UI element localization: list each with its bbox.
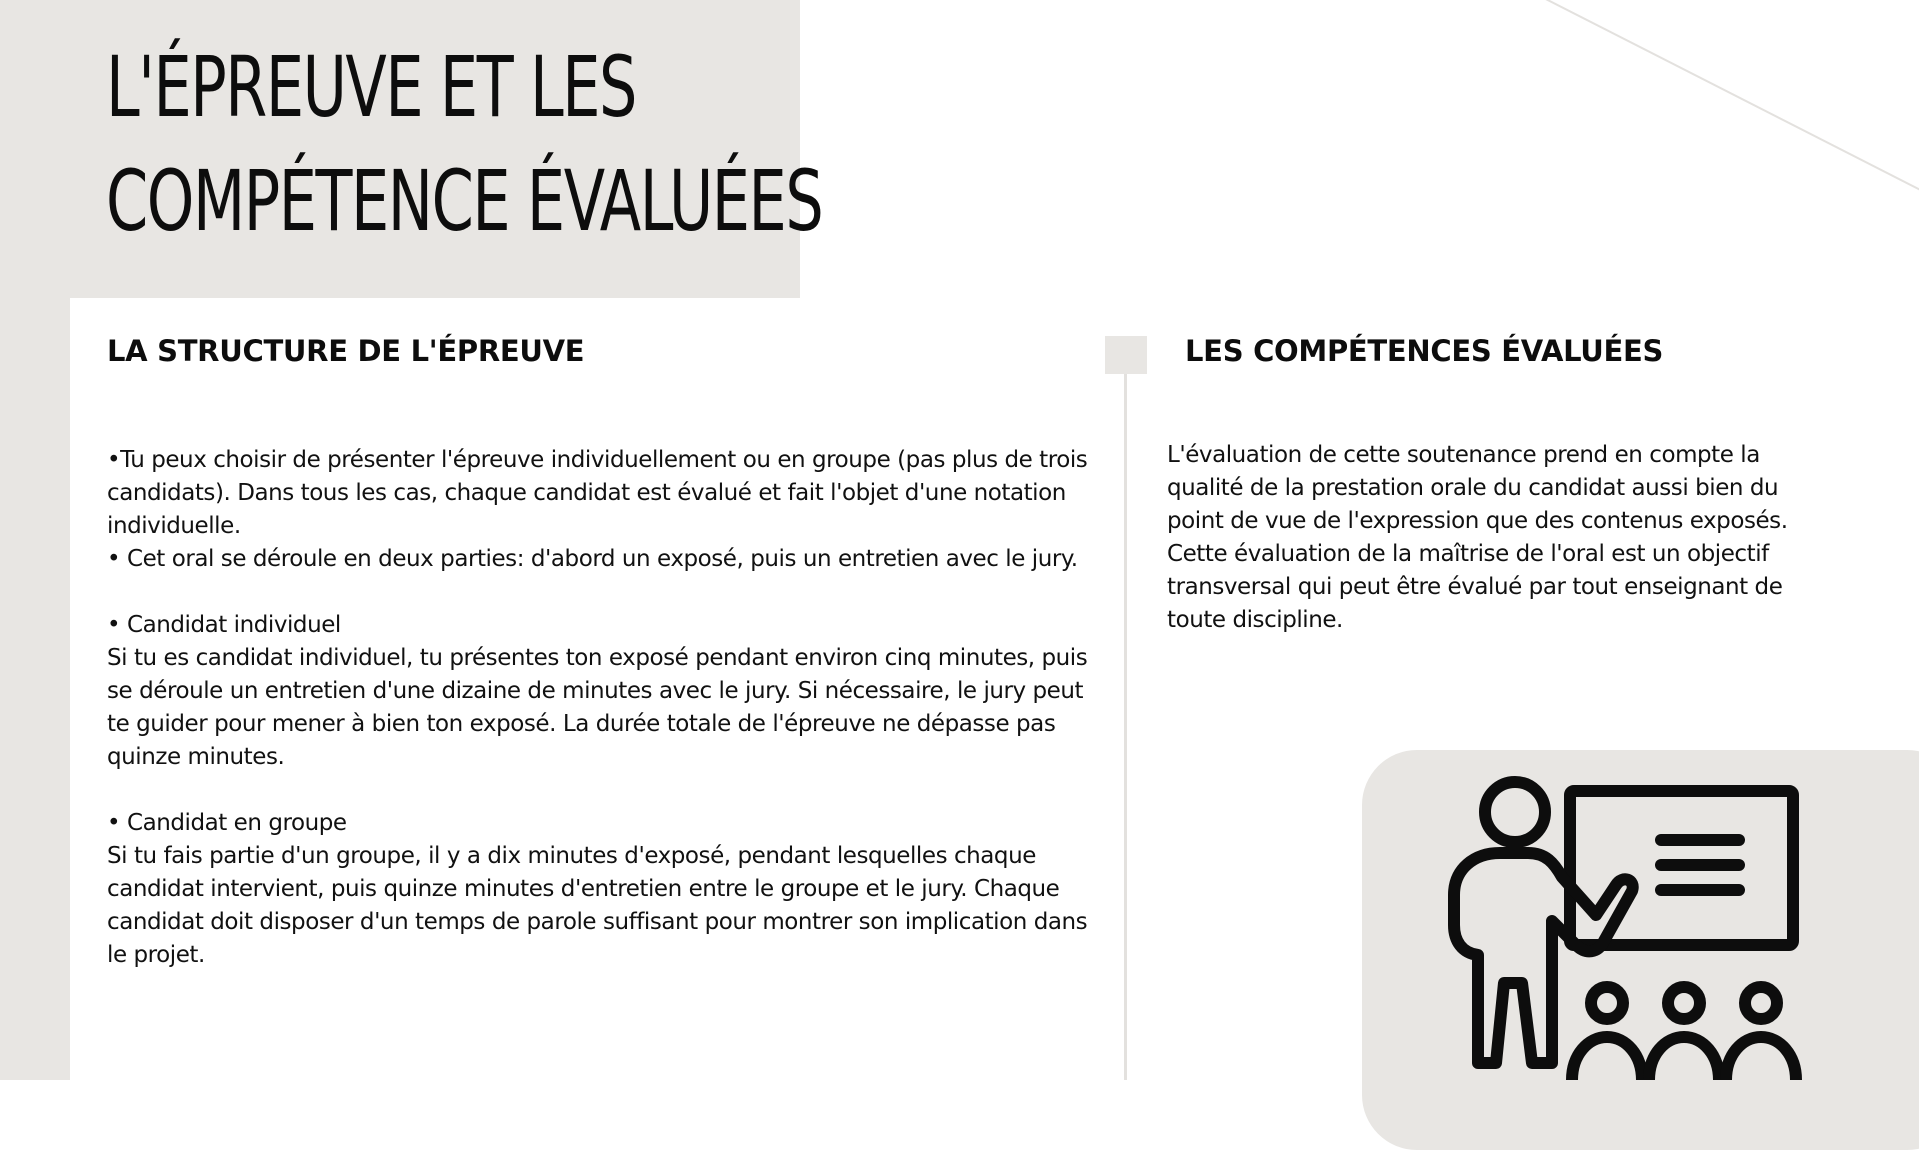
decorative-diagonal-line: [1530, 0, 1919, 210]
group-title: • Candidat en groupe: [107, 810, 347, 836]
audience-body-2: [1649, 1037, 1719, 1080]
divider-marker: [1105, 336, 1147, 374]
competences-text: L'évaluation de cette soutenance prend en compte la qualité de la prestation orale du candidat aussi bien du point de vue de l'expression que des contenus exposés. Cette évaluation de la maîtrise de l'oral est un objectif transversal qui peut être évalué par tout enseignant de toute discipline.: [1167, 442, 1788, 633]
teacher-presentation-icon: [1420, 765, 1820, 1080]
paragraph-gap: [107, 576, 1097, 609]
structure-text: [107, 444, 1097, 972]
audience-body-1: [1572, 1037, 1642, 1080]
competences-text-block: [1167, 439, 1827, 637]
audience-head-1: [1591, 987, 1623, 1019]
structure-intro-1: •Tu peux choisir de présenter l'épreuve individuellement ou en groupe (pas plus de trois candidats). Dans tous les cas, chaque candidat est évalué et fait l'objet d'une notation individuelle.: [107, 447, 1088, 539]
structure-heading: LA STRUCTURE DE L'ÉPREUVE: [107, 334, 585, 368]
group-text: Si tu fais partie d'un groupe, il y a dix minutes d'exposé, pendant lesquelles chaque candidat intervient, puis quinze minutes d'entretien entre le groupe et le jury. Chaque candidat doit disposer d'un temps de parole suffisant pour montrer son implication dans le projet.: [107, 843, 1088, 968]
page-title-line-1: L'ÉPREUVE ET LES: [106, 38, 636, 136]
structure-intro-2: • Cet oral se déroule en deux parties: d'abord un exposé, puis un entretien avec le jury.: [107, 546, 1078, 572]
audience-body-3: [1726, 1037, 1796, 1080]
vertical-divider: [1124, 374, 1127, 1080]
page-title: [106, 30, 822, 258]
page-title-line-2: COMPÉTENCE ÉVALUÉES: [106, 152, 823, 250]
competences-heading: LES COMPÉTENCES ÉVALUÉES: [1185, 334, 1664, 368]
audience-head-2: [1668, 987, 1700, 1019]
individual-text: Si tu es candidat individuel, tu présentes ton exposé pendant environ cinq minutes, puis se déroule un entretien d'une dizaine de minutes avec le jury. Si nécessaire, le jury peut te guider pour mener à bien ton exposé. La durée totale de l'épreuve ne dépasse pas quinze minutes.: [107, 645, 1088, 770]
audience-head-3: [1745, 987, 1777, 1019]
individual-title: • Candidat individuel: [107, 612, 341, 638]
teacher-head: [1485, 782, 1545, 842]
paragraph-gap: [107, 774, 1097, 807]
